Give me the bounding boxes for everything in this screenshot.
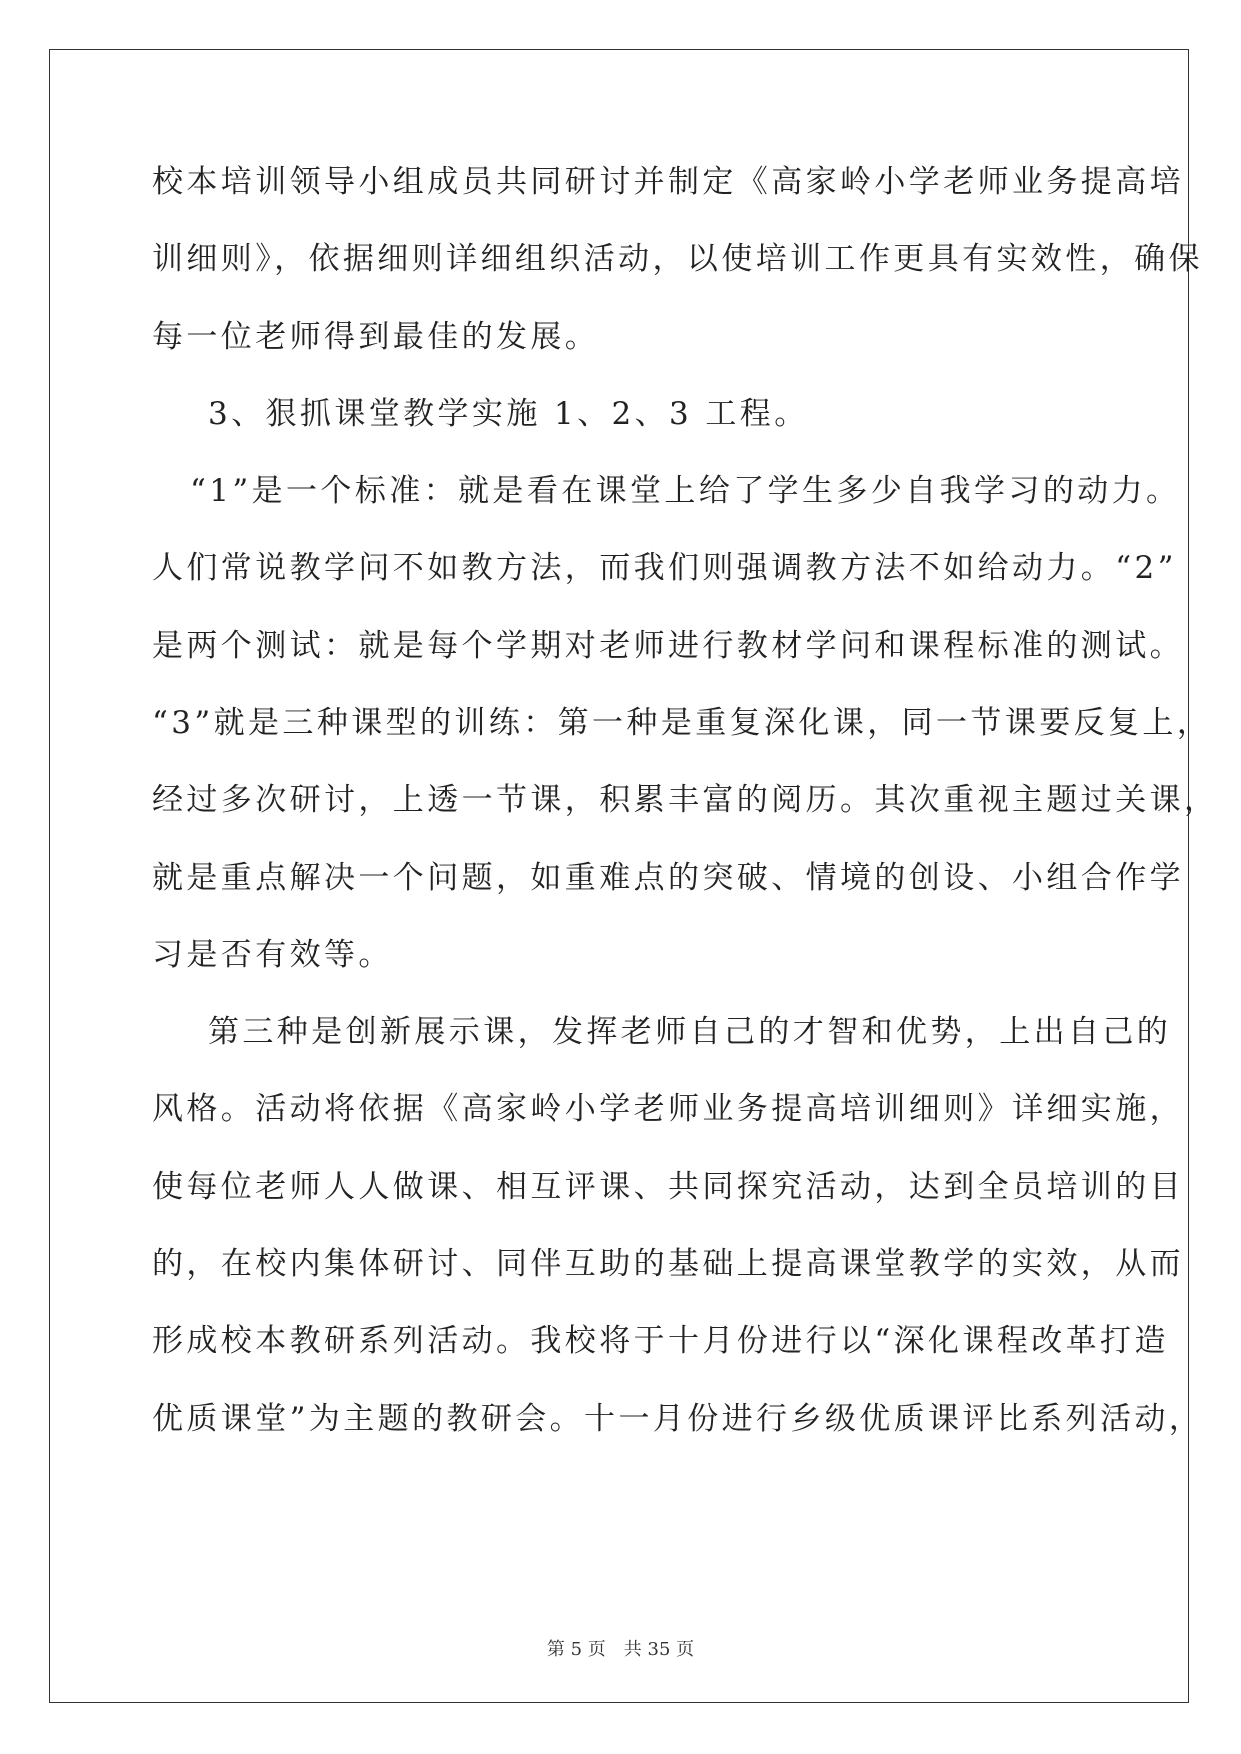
total-pages: 共 35 页: [623, 1639, 695, 1660]
text-line: 优质课堂”为主题的教研会。十一月份进行乡级优质课评比系列活动，: [152, 1401, 1204, 1437]
text-line: 形成校本教研系列活动。我校将于十月份进行以“深化课程改革打造: [152, 1323, 1169, 1359]
text-line: 使每位老师人人做课、相互评课、共同探究活动，达到全员培训的目: [152, 1169, 1184, 1205]
text-line: 第三种是创新展示课，发挥老师自己的才智和优势，上出自己的: [208, 1014, 1172, 1050]
text-line: 习是否有效等。: [152, 937, 393, 973]
text-line: “3”就是三种课型的训练：第一种是重复深化课，同一节课要反复上，: [152, 705, 1212, 741]
text-line: 校本培训领导小组成员共同研讨并制定《高家岭小学老师业务提高培: [152, 164, 1184, 200]
text-line: 训细则》，依据细则详细组织活动，以使培训工作更具有实效性，确保: [152, 241, 1203, 277]
text-line: 人们常说教学问不如教方法，而我们则强调教方法不如给动力。“2”: [152, 550, 1177, 586]
text-line: 每一位老师得到最佳的发展。: [152, 319, 600, 355]
text-line: “1”是一个标准：就是看在课堂上给了学生多少自我学习的动力。: [190, 473, 1181, 509]
text-line: 3、狠抓课堂教学实施 1、2、3 工程。: [208, 396, 809, 432]
page-footer: [0, 1635, 1241, 1661]
text-line: 经过多次研讨，上透一节课，积累丰富的阅历。其次重视主题过关课，: [152, 782, 1219, 818]
text-line: 的，在校内集体研讨、同伴互助的基础上提高课堂教学的实效，从而: [152, 1246, 1184, 1282]
text-line: 是两个测试：就是每个学期对老师进行教材学问和课程标准的测试。: [152, 628, 1184, 664]
text-line: 就是重点解决一个问题，如重难点的突破、情境的创设、小组合作学: [152, 860, 1184, 896]
page-number: 第 5 页: [546, 1639, 606, 1660]
text-line: 风格。活动将依据《高家岭小学老师业务提高培训细则》详细实施，: [152, 1091, 1184, 1127]
